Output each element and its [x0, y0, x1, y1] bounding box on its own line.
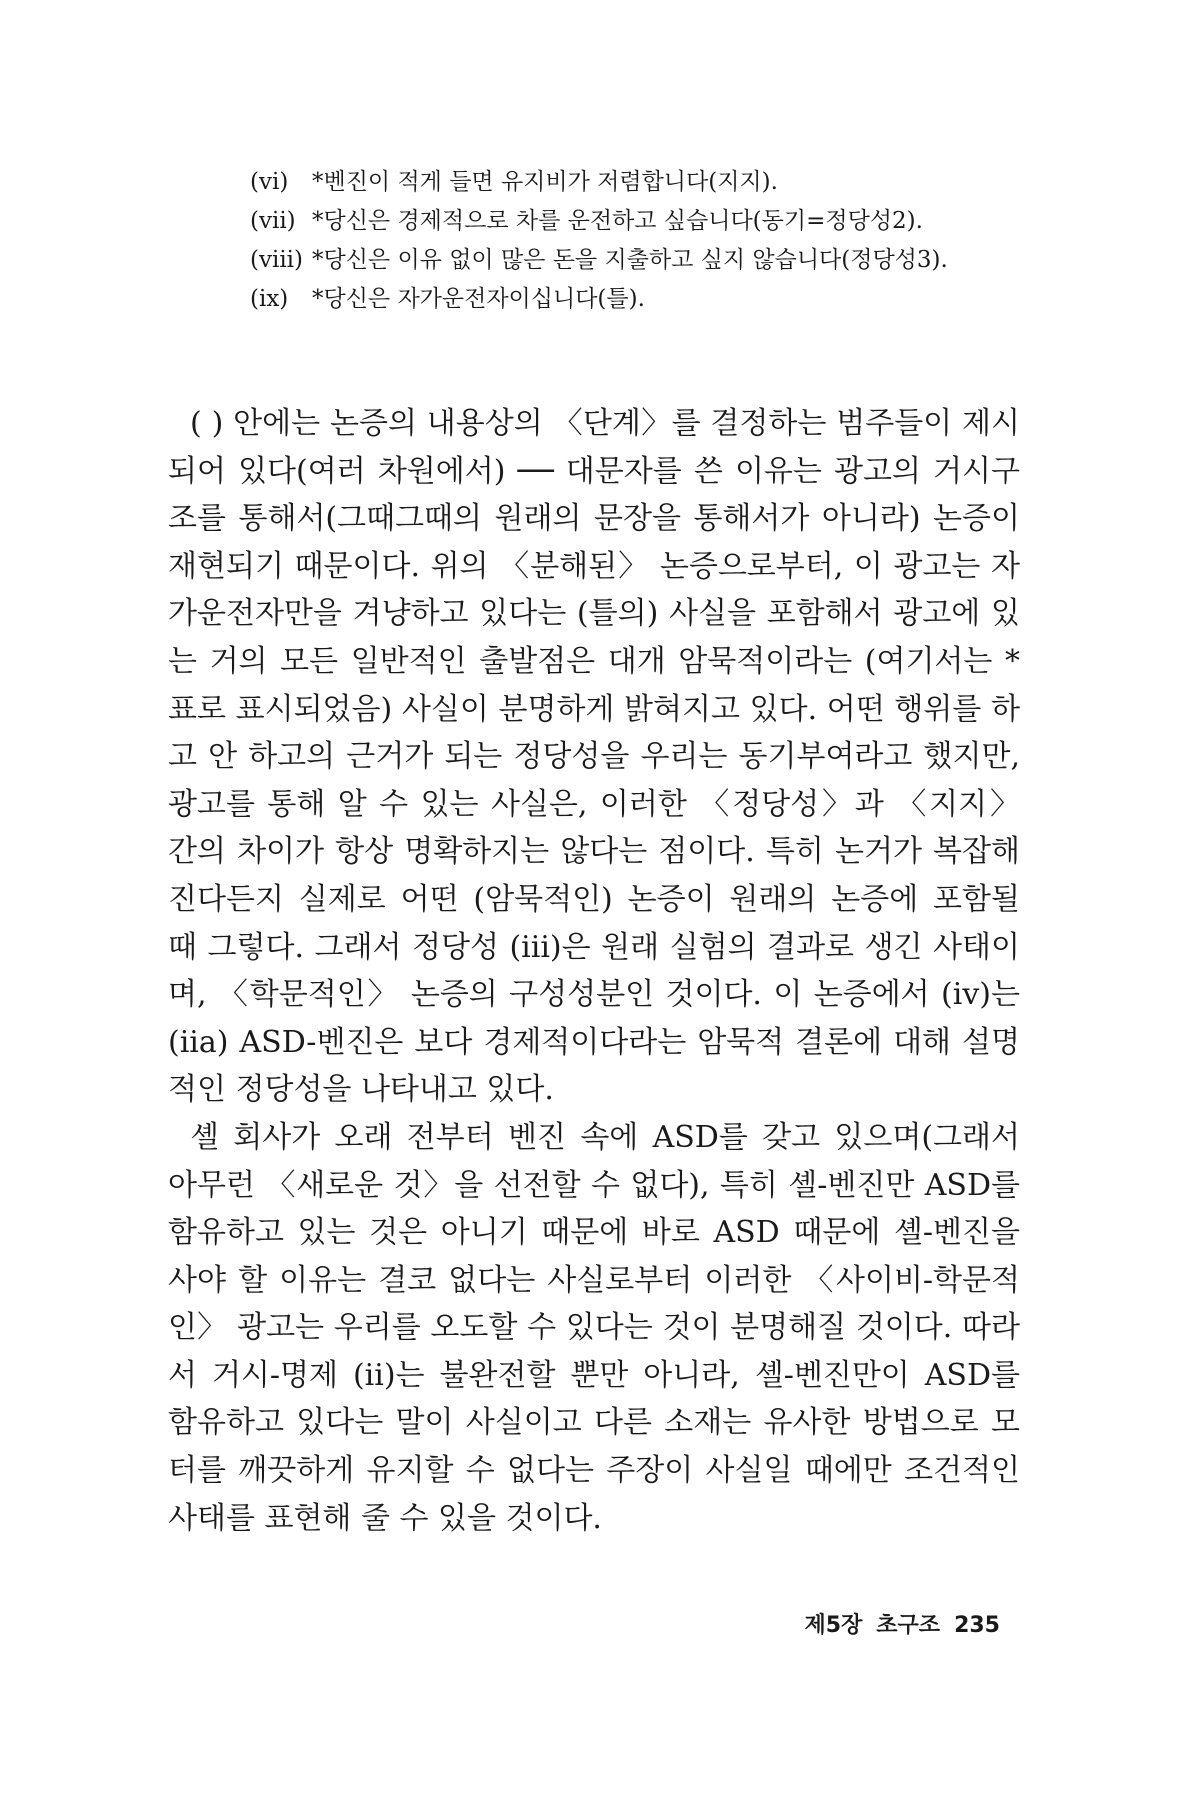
example-list: [250, 163, 1080, 319]
paragraph: 셸 회사가 오래 전부터 벤진 속에 ASD를 갖고 있으며(그래서 아무런 〈새로운 것〉을 선전할 수 없다), 특히 셸-벤진만 ASD를 함유하고 있는 것은 아니기 때문에 바로 ASD 때문에 셸-벤진을 사야 할 이유는 결코 없다는 사실로부터 이러한 〈사이비-학문적인〉 광고는 우리를 오도할 수 있다는 것이 분명해질 것이다. 따라서 거시-명제 (ii)는 불완전할 뿐만 아니라, 셸-벤진만이 ASD를 함유하고 있다는 말이 사실이고 다른 소재는 유사한 방법으로 모터를 깨끗하게 유지할 수 없다는 주장이 사실일 때에만 조건적인 사태를 표현해 줄 수 있을 것이다.: [168, 1119, 1020, 1536]
chapter-title: 초구조: [876, 1613, 941, 1638]
page-number: 235: [954, 1613, 1000, 1638]
page-footer: [790, 1608, 1000, 1639]
list-item-text: *당신은 이유 없이 많은 돈을 지출하고 싶지 않습니다(정당성3).: [312, 247, 948, 273]
list-item-text: *벤진이 적게 들면 유지비가 저렴합니다(지지).: [312, 169, 778, 195]
list-item: [250, 241, 1080, 280]
list-item: [250, 280, 1080, 319]
list-item: [250, 163, 1080, 202]
list-item-text: *당신은 경제적으로 차를 운전하고 싶습니다(동기=정당성2).: [312, 208, 923, 234]
list-item-number: (viii): [250, 247, 304, 273]
list-item-text: *당신은 자가운전자이십니다(틀).: [312, 286, 645, 312]
chapter-label: 제5장: [804, 1613, 863, 1638]
body-text: [168, 400, 1020, 1542]
paragraph: ( ) 안에는 논증의 내용상의 〈단계〉를 결정하는 범주들이 제시되어 있다(여러 차원에서) ── 대문자를 쓴 이유는 광고의 거시구조를 통해서(그때그때의 원래의 문장을 통해서가 아니라) 논증이 재현되기 때문이다. 위의 〈분해된〉 논증으로부터, 이 광고는 자가운전자만을 겨냥하고 있다는 (틀의) 사실을 포함해서 광고에 있는 거의 모든 일반적인 출발점은 대개 암묵적이라는 (여기서는 *표로 표시되었음) 사실이 분명하게 밝혀지고 있다. 어떤 행위를 하고 안 하고의 근거가 되는 정당성을 우리는 동기부여라고 했지만, 광고를 통해 알 수 있는 사실은, 이러한 〈정당성〉과 〈지지〉 간의 차이가 항상 명확하지는 않다는 점이다. 특히 논거가 복잡해진다든지 실제로 어떤 (암묵적인) 논증이 원래의 논증에 포함될 때 그렇다. 그래서 정당성 (iii)은 원래 실험의 결과로 생긴 사태이며, 〈학문적인〉 논증의 구성성분인 것이다. 이 논증에서 (iv)는 (iia) ASD-벤진은 보다 경제적이다라는 암묵적 결론에 대해 설명적인 정당성을 나타내고 있다.: [168, 406, 1020, 1108]
list-item: [250, 202, 1080, 241]
list-item-number: (vii): [250, 208, 296, 234]
list-item-number: (ix): [250, 286, 289, 312]
list-item-number: (vi): [250, 169, 289, 195]
